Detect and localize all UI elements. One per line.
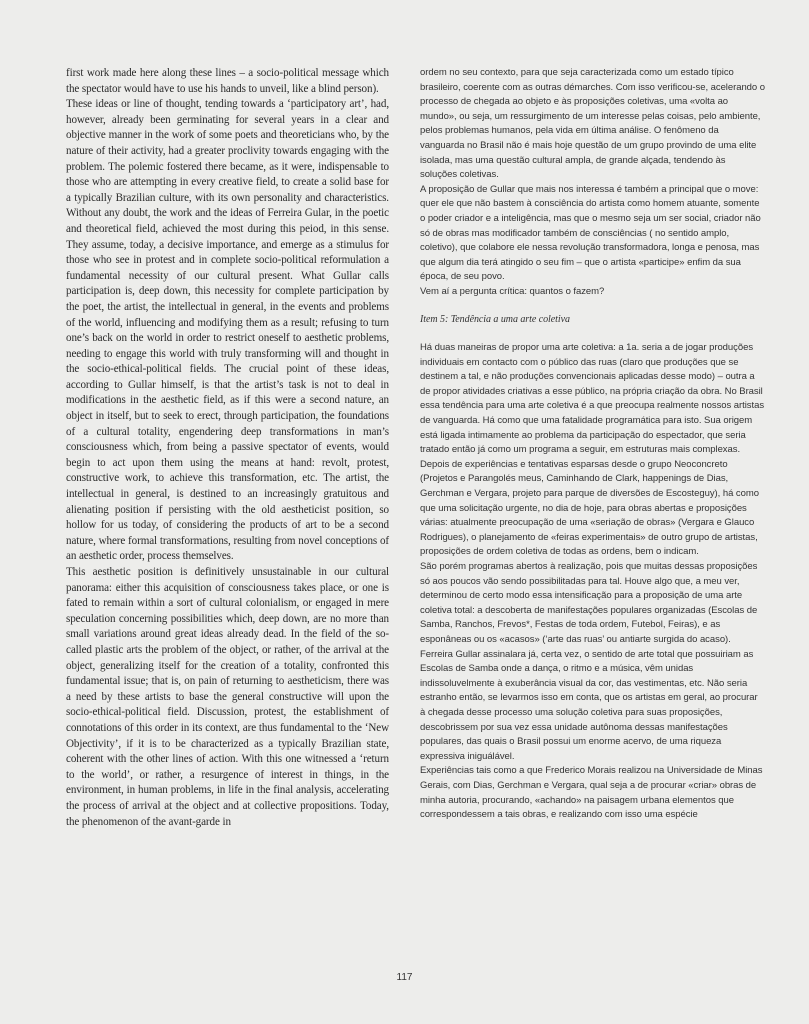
right-paragraph-3: Vem aí a pergunta crítica: quantos o fazem? [420, 285, 605, 297]
right-column-portuguese-text [420, 66, 765, 823]
right-paragraph-1: ordem no seu contexto, para que seja caracterizada como um estado típico brasileiro, coerente com as outras démarches. Com isso verificou-se, acelerando o processo de chegada ao objeto e às proposições coletivas, uma «volta ao mundo», ou seja, um ressurgimento de um interesse pelas coisas, pelo ambiente, pelos problemas humanos, pela vida em última análise. O fenômeno da vanguarda no Brasil não é mais hoje questão de um grupo provindo de uma elite isolada, mas uma questão cultural ampla, de grande alçada, tendendo às soluções coletivas. [420, 67, 765, 181]
section-paragraph-3: Experiências tais como a que Frederico Morais realizou na Universidade de Minas Gerais, com Dias, Gerchman e Vergara, qual seja a de procurar «criar» obras de minha autoria, procurando, «achando» na paisagem urbana elementos que correspondessem a tais obras, e realizando com isso uma espécie [420, 765, 763, 821]
section-paragraph-1: Há duas maneiras de propor uma arte coletiva: a 1a. seria a de jogar produções individuais em contacto com o público das ruas (claro que produções que se destinem a tal, e não produções convencionais aplicadas desse modo) – outra a de propor atividades criativas a esse público, na própria criação da obra. No Brasil essa tendência para uma arte coletiva é a que preocupa realmente nossos artistas de vanguarda. Há como que uma fatalidade programática para isto. Sua origem está ligada intimamente ao problema da participação do espectador, que seria tratado então já como um programa a seguir, em estruturas mais complexas. Depois de experiências e tentativas esparsas desde o grupo Neoconcreto (Projetos e Parangolés meus, Caminhando de Clark, happenings de Dias, Gerchman e Vergara, projeto para parque de diversões de Escosteguy), há como que uma solicitação urgente, no dia de hoje, para obras abertas e proposições várias: atualmente preocupação de uma «seriação de obras» (Vergara e Glauco Rodrigues), o planejamento de «feiras experimentais» de outro grupo de artistas, proposições de ordem coletiva de todas as ordens, bem o indicam. [420, 342, 765, 558]
left-column-english-text [66, 66, 389, 830]
page-number: 117 [396, 972, 413, 983]
left-paragraph-3: This aesthetic position is definitively unsustainable in our cultural panorama: either this acquisition of consciousness takes place, or one is fated to remain within a sort of cultural colonialism, or engaged in mere speculation concerning possibilities which, deep down, are no more than small variations around great ideas already dead. In the field of the so-called plastic arts the problem of the object, or rather, of the arrival at the object, generalizing itself for the creation of a totality, confronted this fundamental issue; that is, on pain of returning to aestheticism, there was a need by these artists to base the general constructive will upon the socio-ethical-political field. Discussion, protest, the establishment of connotations of this order in its context, are thus fundamental to the ‘New Objectivity’, if it is to be characterized as a typically Brazilian state, coherent with the other lines of action. With this one witnessed a ‘return to the world’, or rather, a resurgence of interest in things, in the environment, in human problems, in life in the final analysis, accelerating the process of arrival at the object and at collective propositions. Today, the phenomenon of the avant-garde in [66, 566, 389, 828]
section-paragraph-2: São porém programas abertos à realização, pois que muitas dessas proposições só aos poucos vão sendo possibilitadas para tal. Houve algo que, a meu ver, determinou de certo modo essa intensificação para a proposição de uma arte coletiva total: a descoberta de manifestações populares organizadas (Escolas de Samba, Ranchos, Frevos*, Festas de toda ordem, Futebol, Feiras), e as esponâneas ou os «acasos» (‘arte das ruas’ ou antiarte surgida do acaso). Ferreira Gullar assinalara já, certa vez, o sentido de arte total que possuiriam as Escolas de Samba onde a dança, o ritmo e a música, vêm unidas indissoluvelmente à exuberância visual da cor, das vestimentas, etc. Não seria estranho então, se levarmos isso em conta, que os artistas em geral, ao procurar à chegada desse processo uma solução coletiva para suas proposições, descobrissem por sua vez essa unidade autônoma dessas manifestações populares, das quais o Brasil possui um enorme acervo, de uma riqueza expressiva iniguálável. [420, 561, 758, 762]
left-paragraph-1: first work made here along these lines – a socio-political message which the spectator would have to use his hands to unveil, like a blind person). [66, 67, 389, 95]
right-paragraph-2: A proposição de Gullar que mais nos interessa é também a principal que o move: quer ele que não bastem à consciência do artista como homem atuante, somente o poder criador e a inteligência, mas que o mesmo seja um ser social, criador não só de obras mas modificador também de consciências ( no sentido amplo, coletivo), que colabore ele nessa revolução transformadora, longa e penosa, mas que algum dia terá atingido o seu fim – que o artista «participe» enfim da sua época, de seu povo. [420, 183, 761, 283]
section-heading: Item 5: Tendência a uma arte coletiva [420, 313, 570, 325]
left-paragraph-2: These ideas or line of thought, tending towards a ‘participatory art’, had, however, already been germinating for several years in a clear and objective manner in the work of some poets and theoreticians who, by the nature of their activity, had a greater proclivity towards engaging with the problem. The polemic fostered there became, as it were, indispensable to those who are attempting in every creative field, to create a solid base for a typically Brazilian culture, with its own personality and characteristics. Without any doubt, the work and the ideas of Ferreira Gular, in the poetic and theoretical field, achieved the most during this peiod, in this sense. They assume, today, a decisive importance, and emerge as a stimulus for those who see in protest and in complete socio-political reformulation a fundamental necessity of our cultural present. What Gullar calls participation is, deep down, this necessity for complete participation by the poet, the artist, the intellectual in general, in the events and problems of the world, influencing and modifying them as a result; refusing to turn one’s back on the world in order to restrict oneself to aesthetic problems, needing to engage this world with truly transforming will and thought in the socio-ethical-political fields. The crucial point of these ideas, according to Gullar himself, is that the artist’s task is not to deal in modifications in the aesthetic field, as if this were a second nature, an object in itself, but to seek to erect, through participation, the foundations of a cultural totality, engendering deep transformations in man’s consciousness which, from being a passive spectator of events, would begin to act upon them using the means at hand: revolt, protest, constructive work, to achieve this transformation, etc. The artist, the intellectual in general, is destined to an increasingly gratuitous and alienating position if persisting with the old aestheticist position, so hollow for us today, of considering the products of art to be a second nature, where formal transformations, resulting from novel conceptions of an aesthetic order, process themselves. [66, 98, 389, 563]
